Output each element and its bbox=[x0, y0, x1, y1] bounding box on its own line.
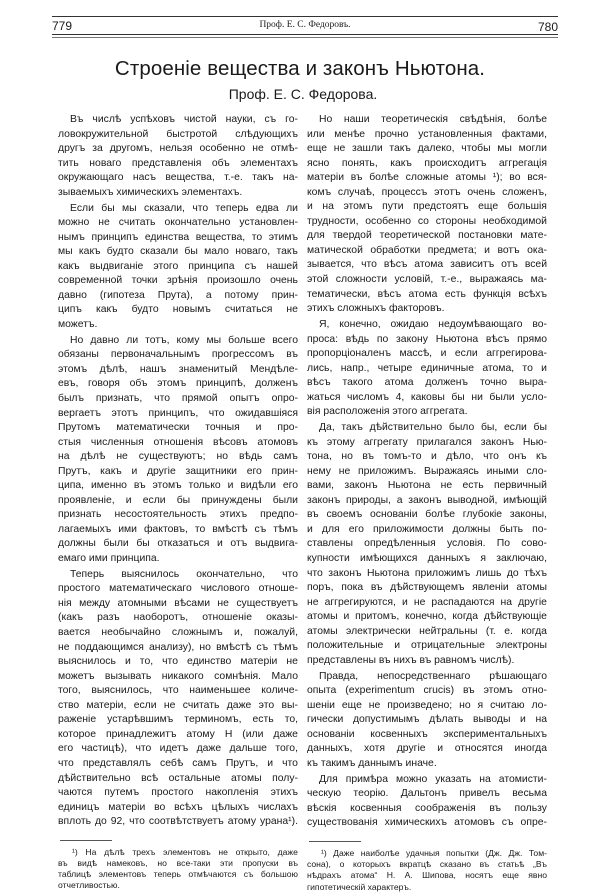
text-line: евъ, говоря объ этомъ принципѣ, долженъ bbox=[58, 378, 298, 390]
footnote-line: ¹) Даже наиболѣе удачныя попытки (Дж. Дж. Том- bbox=[321, 847, 547, 858]
text-line: можетъ вызывать никакого сомнѣнія. Мало bbox=[58, 670, 298, 682]
text-line: представлены въ нихъ въ равномъ числѣ). bbox=[307, 654, 515, 666]
text-line: мы какъ будто сказали бы мало новаго, такъ bbox=[58, 246, 298, 258]
page-number-right: 780 bbox=[537, 20, 558, 34]
text-line: атомы электрически нейтральны (т. е. когда bbox=[307, 625, 547, 637]
text-line: не аггрегируются, и не распадаются на другіе bbox=[307, 596, 547, 608]
text-line: окружающаго насъ вещества, т.-е. такъ на- bbox=[58, 172, 298, 184]
text-line: Въ числѣ успѣховъ чистой науки, съ го- bbox=[70, 114, 298, 125]
article-byline: Проф. Е. С. Федорова. bbox=[228, 86, 378, 102]
text-line: на дѣлѣ не существуютъ; но вѣдь самъ bbox=[58, 451, 298, 463]
text-line: зывается, что вѣсъ атома зависитъ отъ всей bbox=[307, 259, 547, 271]
text-line: шеніи еще не произведено; но я считаю ло- bbox=[307, 699, 547, 711]
footnote-line: таблицѣ элементовъ теперь отмѣчаются съ большою bbox=[58, 869, 298, 880]
text-line: въ своемъ основаніи болѣе глубокіе законы, bbox=[307, 509, 547, 521]
text-line: что представлялъ себѣ самъ Прутъ, и что bbox=[58, 757, 298, 769]
text-line: Прутъ, какъ и другіе защитники его прин- bbox=[58, 465, 298, 477]
right-column bbox=[307, 113, 547, 893]
text-line: что законъ Ньютона приложимъ лишь до тѣхъ bbox=[307, 567, 547, 579]
right-column-body bbox=[307, 113, 547, 831]
running-head bbox=[52, 16, 558, 34]
text-line: Да, такъ дѣйствительно было бы, если бы bbox=[319, 422, 547, 434]
text-line: раженіе устарѣвшимъ терминомъ, есть то, bbox=[58, 714, 298, 726]
text-line: атомы и притомъ, конечно, когда дѣйствующіе bbox=[307, 611, 547, 623]
text-line: которое принадлежитъ атому H (или даже bbox=[58, 728, 298, 740]
text-line: лагаемыхъ ими фактовъ, то вмѣстѣ съ тѣмъ bbox=[58, 523, 298, 535]
text-line: ство матеріи, если не считать даже это вы- bbox=[58, 699, 298, 711]
text-line: обязаны первоначальнымъ прогрессомъ въ bbox=[58, 349, 298, 361]
text-line: вается необычайно сложнымъ и, пожалуй, bbox=[58, 627, 298, 639]
text-line: былъ признать, что прямой опытъ опро- bbox=[58, 392, 298, 404]
text-line: и для его приложимости должны быть по- bbox=[307, 523, 547, 535]
footnote-line: сона), о которыхъ вкратцѣ сказано въ статьѣ „Въ bbox=[307, 859, 547, 870]
footnote-line: нѣдрахъ атома“ Н. А. Шипова, носятъ еще явно bbox=[307, 870, 547, 881]
text-line: другъ за другомъ, нельзя особенно не отмѣ- bbox=[58, 143, 298, 155]
text-line: этомъ дѣлѣ, нашъ знаменитый Мендѣле- bbox=[58, 363, 298, 375]
text-line: Если бы мы сказали, что теперь едва ли bbox=[70, 202, 298, 214]
text-line: тона, но въ томъ-то и дѣло, что онъ къ bbox=[307, 451, 547, 463]
text-line: Теперь выяснилось окончательно, что bbox=[70, 568, 298, 580]
footnote-rule bbox=[60, 840, 112, 841]
text-line: проявленіе, и если бы принуждены были bbox=[58, 494, 298, 506]
text-line: ловокружительной быстротой слѣдующихъ bbox=[58, 128, 298, 140]
text-line: къ такимъ даннымъ иначе. bbox=[307, 757, 437, 769]
text-line: Но давно ли тотъ, кому мы больше всего bbox=[70, 334, 298, 346]
text-line: матеріи въ болѣе сложные атомы ¹); во вся- bbox=[307, 172, 547, 184]
text-line: законъ природы, а законъ выводной, имѣющій bbox=[307, 494, 547, 506]
text-line: или менѣе прочно установленныя фактами, bbox=[307, 128, 547, 140]
text-line: стыя численныя отношенія вѣсовъ атомовъ bbox=[58, 436, 298, 448]
text-line: простого математическаго числового отноше- bbox=[58, 583, 298, 595]
left-footnote bbox=[58, 847, 298, 892]
text-line: выяснилось и то, что единство матеріи не bbox=[58, 656, 298, 668]
text-line: ческую теорію. Дальтонъ привелъ весьма bbox=[307, 788, 547, 800]
text-line: вплоть до 92, что соотвѣтствуетъ атому урана¹). bbox=[58, 816, 298, 828]
text-line: ципа, именно въ этомъ только и видѣли его bbox=[58, 480, 298, 492]
text-line: опыта (experimentum crucis) въ этомъ отно- bbox=[307, 685, 547, 697]
text-line: жаться числомъ 4, каковы бы ни были усло- bbox=[307, 391, 547, 403]
text-line: трудности, особенно со стороны необходимой bbox=[307, 215, 547, 227]
text-line: нему не приложимъ. Выражаясь иными сло- bbox=[307, 465, 547, 477]
text-line: вѣскія косвенныя соображенія въ пользу bbox=[307, 802, 547, 814]
text-line: для твердой теоретической постановки мате- bbox=[307, 230, 547, 242]
text-line: можетъ. bbox=[58, 318, 98, 330]
text-line: вѣсъ такого атома долженъ точно выра- bbox=[307, 377, 547, 389]
text-line: пропорціоналенъ массѣ, и если аггрегирова- bbox=[307, 348, 547, 360]
text-line: вергаетъ этотъ принципъ, что ожидавшіяся bbox=[58, 407, 298, 419]
header-rule-top bbox=[52, 16, 558, 17]
article-title: Строеніе вещества и законъ Ньютона. bbox=[114, 57, 486, 80]
text-line: Правда, непосредственнаго рѣшающаго bbox=[319, 670, 547, 682]
page-number-left: 779 bbox=[52, 19, 73, 33]
text-line: вами, законъ Ньютона не есть первичный bbox=[307, 480, 547, 492]
text-line: емаго ими принципа. bbox=[58, 553, 160, 564]
text-line: комъ случаѣ, процессъ этотъ очень сложенъ, bbox=[307, 186, 547, 198]
text-line: признать несостоятельность этихъ предпо- bbox=[58, 509, 298, 521]
text-line: проса: вѣдь по закону Ньютона вѣсъ прямо bbox=[307, 333, 547, 345]
text-line: зываемыхъ химическихъ элементахъ. bbox=[58, 186, 243, 198]
header-rule-bottom-second bbox=[52, 37, 558, 38]
text-line: этой сложности условій, т.-е., выражаясь ма- bbox=[307, 274, 547, 286]
text-line: дѣйствительно всѣ остальные атомы полу- bbox=[58, 772, 298, 784]
text-line: Но наши теоретическія свѣдѣнія, болѣе bbox=[319, 114, 547, 125]
text-line: какъ выдвиганіе этого принципа съ нашей bbox=[58, 260, 298, 272]
text-line: единицъ матеріи во всѣхъ цѣлыхъ числахъ bbox=[58, 801, 298, 813]
text-line: матической обработки предмета; и вотъ ока- bbox=[307, 244, 547, 256]
text-line: лись, напр., четыре единичные атома, то и bbox=[307, 362, 547, 374]
text-line: тить новаго представленія объ элементахъ bbox=[58, 157, 298, 169]
text-line: Для примѣра можно указать на атомисти- bbox=[319, 773, 547, 785]
text-line: гически допустимымъ дѣлать выводы и на bbox=[307, 714, 547, 726]
text-line: данныхъ, хотя другіе и относятся иногда bbox=[307, 743, 547, 755]
text-line: этихъ сложныхъ факторовъ. bbox=[307, 303, 445, 315]
text-line: вія расположенія этого аггрегата. bbox=[307, 406, 468, 418]
text-line: и на этомъ пути предстоятъ еще большія bbox=[307, 201, 547, 213]
text-line: нымъ принципъ единства вещества, то этимъ bbox=[58, 231, 298, 243]
text-line: Прутомъ математически точныя и про- bbox=[58, 422, 298, 434]
text-line: къ этому аггрегату прилагался законъ Нью- bbox=[307, 436, 547, 448]
footnote-line: отчетливостью. bbox=[58, 880, 120, 891]
text-line: того, выяснилось, что наименьшее количе- bbox=[58, 685, 298, 697]
text-line: можно не считать окончательно установлен- bbox=[58, 217, 298, 229]
right-footnote bbox=[307, 848, 547, 893]
text-line: тематически, вѣсъ атома есть функція всѣхъ bbox=[307, 288, 547, 300]
text-line: (какъ разъ наоборотъ, отношеніе оказы- bbox=[58, 612, 298, 624]
text-line: еще не зашли такъ далеко, чтобы мы могли bbox=[307, 143, 547, 155]
text-line: поръ, пока въ дѣйствующемъ явленіи атомы bbox=[307, 582, 547, 594]
text-line: существованія химическихъ атомовъ съ опре- bbox=[307, 817, 547, 829]
text-line: основаніи косвенныхъ экспериментальныхъ bbox=[307, 728, 547, 740]
text-line: ясно понять, какъ происходитъ аггрегація bbox=[307, 157, 547, 169]
text-line: его частицѣ), что идетъ даже дальше того, bbox=[58, 743, 298, 755]
text-line: ципъ какъ будто новымъ считаться не bbox=[58, 304, 298, 316]
text-line: чаются путемъ простого накопленія этихъ bbox=[58, 787, 298, 799]
text-line: купности имѣющихся данныхъ я заключаю, bbox=[307, 553, 547, 564]
text-line: современной точки зрѣнія произошло очень bbox=[58, 275, 298, 287]
running-head-title: Проф. Е. С. Федоровъ. bbox=[259, 20, 351, 30]
text-line: Я, конечно, ожидаю недоумѣвающаго во- bbox=[319, 318, 547, 330]
text-line: ставлены опредѣленныя условія. По сово- bbox=[307, 538, 547, 550]
left-column-body bbox=[58, 113, 298, 830]
text-line: давно (гипотеза Прута), а потому прин- bbox=[58, 289, 298, 301]
footnote-rule bbox=[309, 841, 361, 842]
text-line: нія между атомными вѣсами не существуетъ bbox=[58, 597, 298, 609]
text-line: положительные и отрицательные электроны bbox=[307, 640, 547, 652]
left-column bbox=[58, 113, 298, 891]
footnote-line: въ видѣ намековъ, но все-таки эти пропуски въ bbox=[58, 857, 298, 868]
footnote-line: ¹) На дѣлѣ трехъ элементовъ не открыто, даже bbox=[72, 846, 298, 857]
footnote-line: гипотетическій характеръ. bbox=[307, 881, 412, 892]
header-rule-bottom bbox=[52, 34, 558, 35]
text-line: должны были бы отказаться и отъ выдвига- bbox=[58, 538, 298, 550]
text-line: не поддающимся анализу), но вмѣстѣ съ тѣмъ bbox=[58, 641, 298, 653]
